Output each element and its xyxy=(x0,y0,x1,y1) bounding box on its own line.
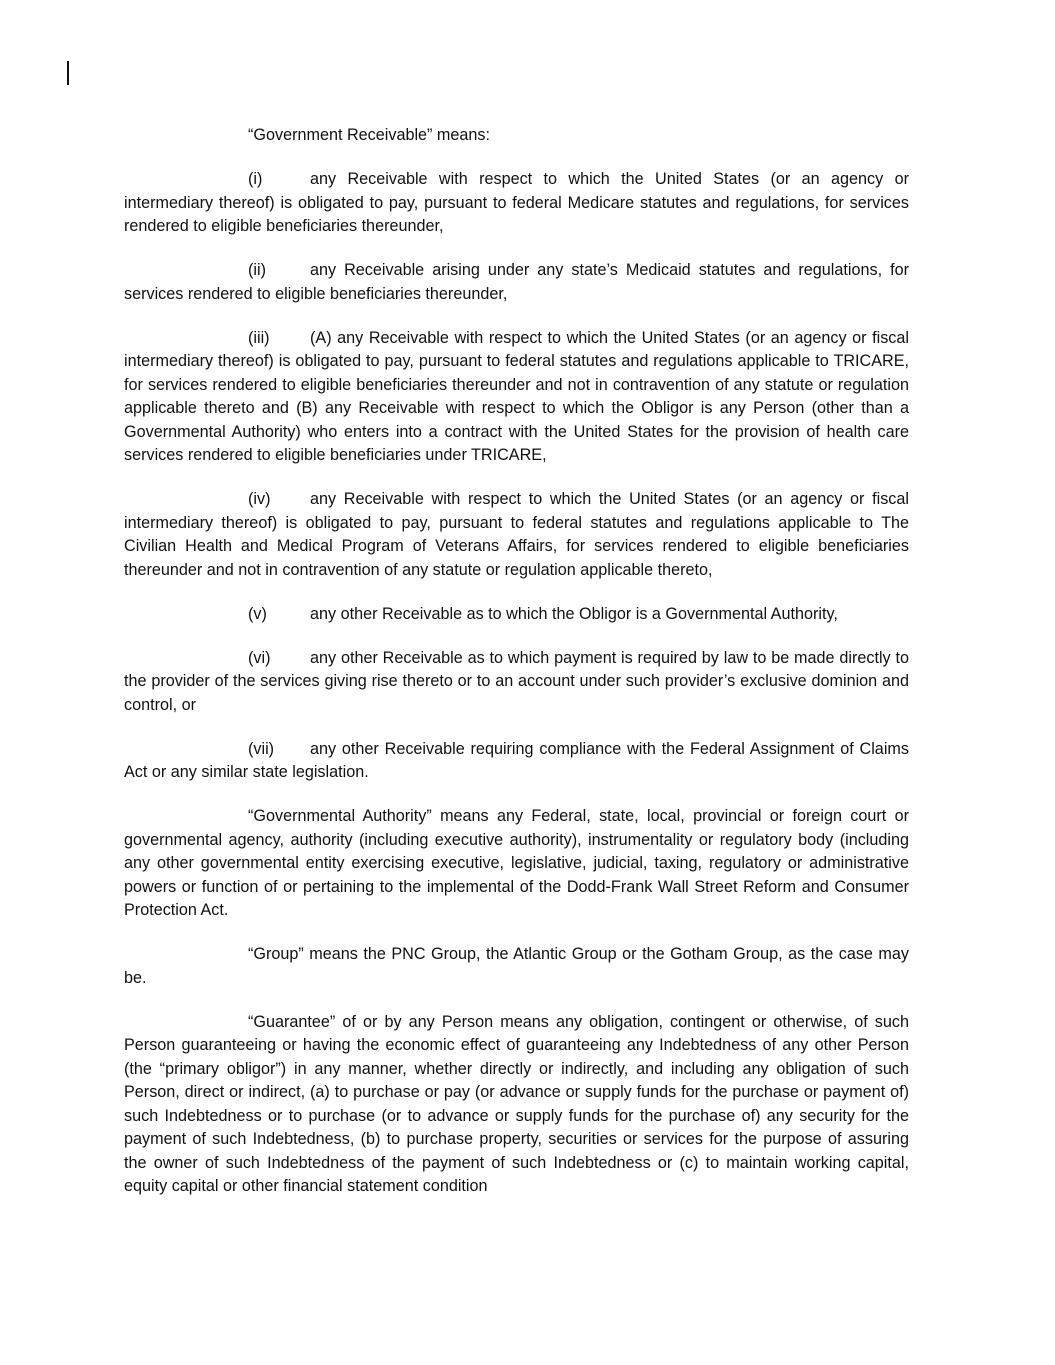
definition-government-receivable-heading: “Government Receivable” means: xyxy=(248,126,491,144)
list-item-iv xyxy=(124,488,909,582)
item-number: (v) xyxy=(248,604,267,623)
document-body xyxy=(124,124,909,1219)
item-text: any other Receivable as to which the Obligor is a Governmental Authority, xyxy=(310,604,838,623)
item-number: (iii) xyxy=(248,328,270,347)
item-text: any Receivable with respect to which the United States (or an agency or fiscal intermediary thereof) is obligated to pay, pursuant to federal statutes and regulations applicable to The Civilian Health and Medical Program of Veterans Affairs, for services rendered to eligible beneficiaries thereunder and not in contravention of any statute or regulation applicable thereto, xyxy=(124,490,909,579)
item-number: (iv) xyxy=(248,490,271,508)
item-number: (ii) xyxy=(248,261,266,279)
list-item-i xyxy=(124,168,909,239)
list-item-iii xyxy=(124,327,909,468)
item-text: any other Receivable requiring compliance with the Federal Assignment of Claims Act or any similar state legislation. xyxy=(124,739,909,781)
item-number: (vii) xyxy=(248,739,275,758)
list-item-vii xyxy=(124,738,909,785)
list-item-ii xyxy=(124,259,909,306)
item-text: (A) any Receivable with respect to which the United States (or an agency or fiscal intermediary thereof) is obligated to pay, pursuant to federal statutes and regulations applicable to TRICARE, for services rendered to eligible beneficiaries thereunder and not in contravention of any statute or regulation applicable thereto and (B) any Receivable with respect to which the Obligor is any Person (other than a Governmental Authority) who enters into a contract with the United States for the provision of health care services rendered to eligible beneficiaries under TRICARE, xyxy=(124,328,909,464)
list-item-vi xyxy=(124,647,909,718)
item-number: (vi) xyxy=(248,648,271,667)
definition-guarantee: “Guarantee” of or by any Person means any obligation, contingent or otherwise, of such Person guaranteeing or having the economic effect of guaranteeing any Indebtedness of any other Person (the “primary obligor”) in any manner, whether directly or indirectly, and including any obligation of such Person, direct or indirect, (a) to purchase or pay (or advance or supply funds for the purchase or payment of) such Indebtedness or to purchase (or to advance or supply funds for the purchase of) any security for the payment of such Indebtedness, (b) to purchase property, securities or services for the purpose of assuring the owner of such Indebtedness of the payment of such Indebtedness or (c) to maintain working capital, equity capital or other financial statement condition xyxy=(124,1012,909,1195)
definition-group: “Group” means the PNC Group, the Atlantic Group or the Gotham Group, as the case may be. xyxy=(124,945,909,987)
definition-governmental-authority: “Governmental Authority” means any Federal, state, local, provincial or foreign court or governmental agency, authority (including executive authority), instrumentality or regulatory body (including any other governmental entity exercising executive, legislative, judicial, taxing, regulatory or administrative powers or function of or pertaining to the implemental of the Dodd-Frank Wall Street Reform and Consumer Protection Act. xyxy=(124,807,909,919)
item-text: any other Receivable as to which payment is required by law to be made directly to the provider of the services giving rise thereto or to an account under such provider’s exclusive dominion and control, or xyxy=(124,648,909,714)
item-text: any Receivable arising under any state’s Medicaid statutes and regulations, for services rendered to eligible beneficiaries thereunder, xyxy=(124,261,909,303)
text-cursor xyxy=(67,61,69,85)
item-text: any Receivable with respect to which the United States (or an agency or intermediary thereof) is obligated to pay, pursuant to federal Medicare statutes and regulations, for services rendered to eligible beneficiaries thereunder, xyxy=(124,170,909,235)
item-number: (i) xyxy=(248,170,263,188)
list-item-v xyxy=(124,603,909,627)
